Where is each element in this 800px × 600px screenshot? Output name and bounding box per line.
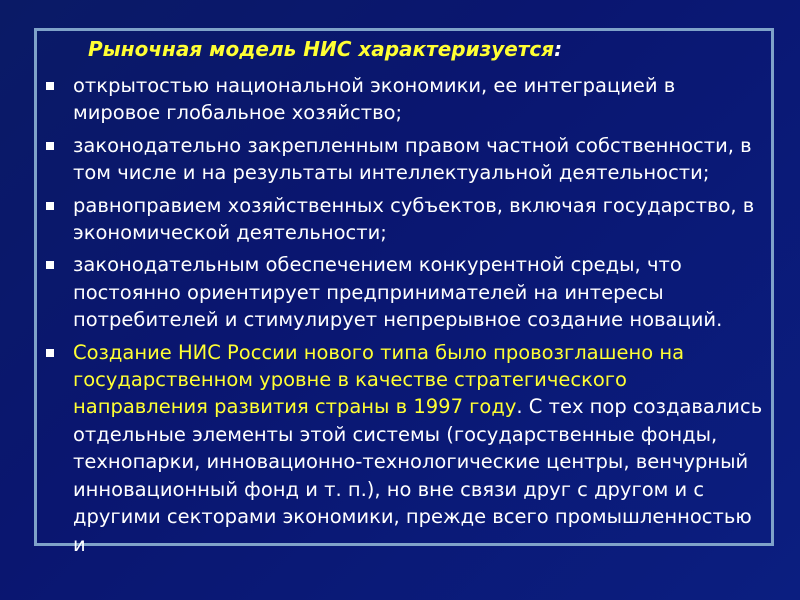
list-item-text: законодательно закрепленным правом частной собственности, в том числе и на результаты интеллектуальной деятельности; xyxy=(73,133,752,185)
square-bullet-icon xyxy=(46,349,54,357)
square-bullet-icon xyxy=(46,142,54,150)
list-item-highlight-text: Создание НИС России нового типа было провозглашено на государственном уровне в качестве стратегического направления развития страны в 1997 году xyxy=(73,340,685,419)
bullet-list xyxy=(46,72,766,563)
list-item-text: открытостью национальной экономики, ее интеграцией в мировое глобальное хозяйство; xyxy=(73,74,676,125)
square-bullet-icon xyxy=(46,202,54,210)
slide-title-text: Рыночная модель НИС характеризуется xyxy=(88,37,555,61)
slide-title-colon: : xyxy=(554,37,563,61)
list-item xyxy=(46,339,766,558)
list-item-text: . С тех пор создавались отдельные элементы этой системы (государственные фонды, технопарки, инновационно-технологические центры, венчурный инновационный фонд и т. п.), но вне связи друг с другом и с другими секторами экономики, прежде всего промышленностью и xyxy=(73,395,763,556)
list-item xyxy=(46,72,766,127)
list-item xyxy=(46,251,766,333)
list-item xyxy=(46,192,766,247)
slide-title xyxy=(88,34,562,64)
list-item-text: законодательным обеспечением конкурентной среды, что постоянно ориентирует предпринимателей на интересы потребителей и стимулирует непрерывное создание новаций. xyxy=(73,253,723,332)
square-bullet-icon xyxy=(46,261,54,269)
list-item xyxy=(46,132,766,187)
square-bullet-icon xyxy=(46,82,54,90)
list-item-text: равноправием хозяйственных субъектов, включая государство, в экономической деятельности; xyxy=(73,193,755,245)
